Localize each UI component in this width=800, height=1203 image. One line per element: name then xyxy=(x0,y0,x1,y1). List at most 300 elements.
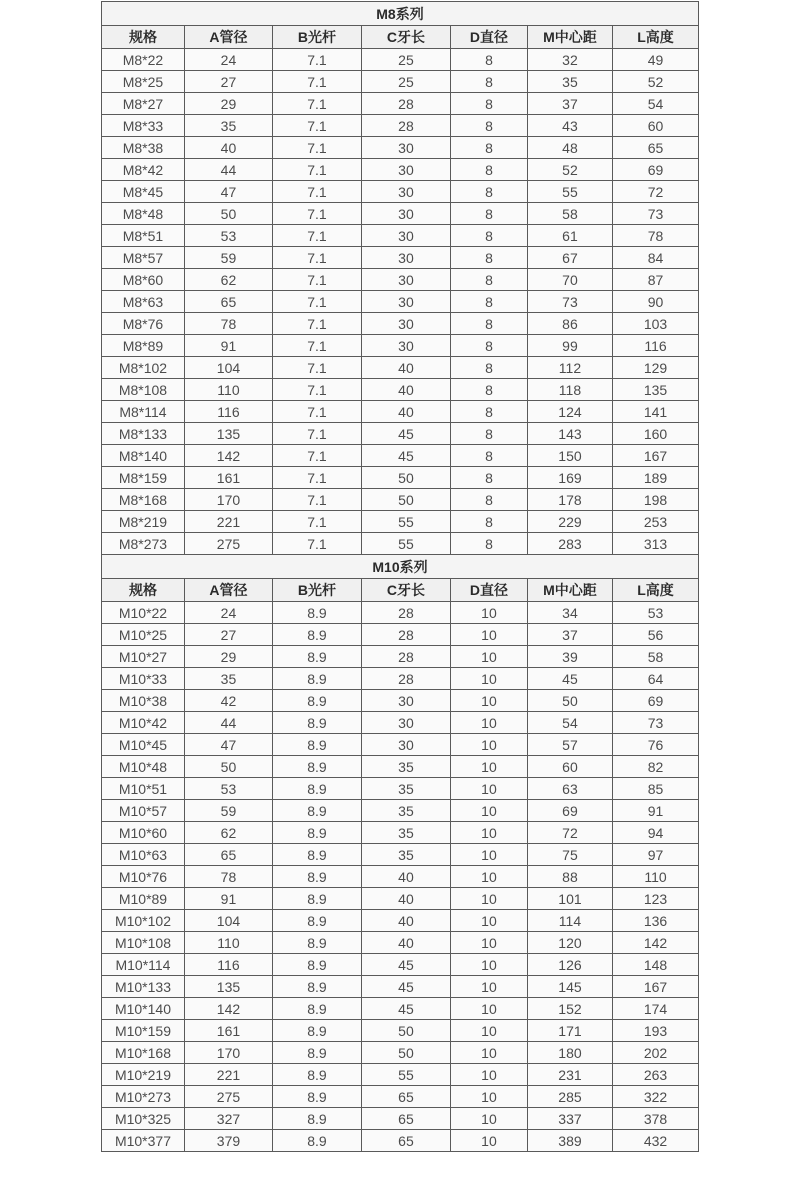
table-cell: 8 xyxy=(450,423,527,445)
table-cell: 94 xyxy=(612,822,698,844)
table-cell: 29 xyxy=(184,646,272,668)
table-cell: 10 xyxy=(450,932,527,954)
table-cell: M10*168 xyxy=(101,1042,184,1064)
table-cell: 150 xyxy=(527,445,612,467)
table-cell: 8 xyxy=(450,511,527,533)
table-cell: 99 xyxy=(527,335,612,357)
table-row xyxy=(101,225,698,247)
table-cell: 8.9 xyxy=(272,954,361,976)
table-cell: 167 xyxy=(612,445,698,467)
table-cell: M8*45 xyxy=(101,181,184,203)
table-cell: 160 xyxy=(612,423,698,445)
table-cell: 7.1 xyxy=(272,49,361,71)
table-cell: M10*22 xyxy=(101,602,184,624)
table-cell: 76 xyxy=(612,734,698,756)
table-cell: M8*60 xyxy=(101,269,184,291)
table-cell: 53 xyxy=(184,225,272,247)
table-cell: 40 xyxy=(361,379,450,401)
table-cell: 88 xyxy=(527,866,612,888)
column-header: B光杆 xyxy=(272,26,361,49)
table-cell: M8*22 xyxy=(101,49,184,71)
table-cell: 30 xyxy=(361,203,450,225)
table-cell: 50 xyxy=(527,690,612,712)
table-cell: 40 xyxy=(361,357,450,379)
table-cell: 8.9 xyxy=(272,800,361,822)
table-cell: 56 xyxy=(612,624,698,646)
table-cell: 40 xyxy=(361,932,450,954)
table-cell: 10 xyxy=(450,712,527,734)
table-cell: 50 xyxy=(184,756,272,778)
table-row xyxy=(101,203,698,225)
table-cell: 91 xyxy=(184,335,272,357)
table-cell: 7.1 xyxy=(272,445,361,467)
table-cell: 45 xyxy=(361,998,450,1020)
table-cell: 45 xyxy=(361,445,450,467)
table-cell: 275 xyxy=(184,1086,272,1108)
table-cell: 10 xyxy=(450,822,527,844)
table-cell: 8.9 xyxy=(272,1108,361,1130)
table-cell: 72 xyxy=(612,181,698,203)
table-cell: 7.1 xyxy=(272,93,361,115)
table-cell: 32 xyxy=(527,49,612,71)
table-row xyxy=(101,1086,698,1108)
table-cell: 63 xyxy=(527,778,612,800)
table-cell: 10 xyxy=(450,1130,527,1152)
table-cell: M8*57 xyxy=(101,247,184,269)
table-cell: 8.9 xyxy=(272,1130,361,1152)
table-cell: 202 xyxy=(612,1042,698,1064)
table-cell: 7.1 xyxy=(272,533,361,555)
table-cell: 86 xyxy=(527,313,612,335)
table-cell: 313 xyxy=(612,533,698,555)
table-cell: 8.9 xyxy=(272,778,361,800)
table-cell: 8.9 xyxy=(272,998,361,1020)
table-cell: 8 xyxy=(450,203,527,225)
table-cell: 180 xyxy=(527,1042,612,1064)
table-cell: 10 xyxy=(450,1086,527,1108)
table-cell: 40 xyxy=(361,401,450,423)
table-cell: 10 xyxy=(450,756,527,778)
table-cell: 8 xyxy=(450,269,527,291)
table-cell: 221 xyxy=(184,1064,272,1086)
table-row xyxy=(101,313,698,335)
table-cell: 35 xyxy=(184,668,272,690)
table-cell: 8 xyxy=(450,159,527,181)
table-cell: 62 xyxy=(184,822,272,844)
table-cell: 37 xyxy=(527,624,612,646)
table-cell: 10 xyxy=(450,734,527,756)
column-header: B光杆 xyxy=(272,579,361,602)
table-cell: 55 xyxy=(361,511,450,533)
table-cell: 8 xyxy=(450,313,527,335)
table-cell: 91 xyxy=(184,888,272,910)
table-row xyxy=(101,445,698,467)
table-row xyxy=(101,423,698,445)
table-cell: 8.9 xyxy=(272,602,361,624)
column-header: D直径 xyxy=(450,579,527,602)
table-row xyxy=(101,778,698,800)
table-cell: 143 xyxy=(527,423,612,445)
table-cell: 8 xyxy=(450,49,527,71)
section-title-row xyxy=(101,555,698,579)
table-row xyxy=(101,1108,698,1130)
table-cell: 7.1 xyxy=(272,225,361,247)
table-cell: 141 xyxy=(612,401,698,423)
table-cell: 10 xyxy=(450,690,527,712)
table-row xyxy=(101,624,698,646)
table-cell: 50 xyxy=(361,489,450,511)
table-cell: 193 xyxy=(612,1020,698,1042)
table-cell: 8.9 xyxy=(272,1086,361,1108)
table-cell: 8 xyxy=(450,357,527,379)
table-cell: 7.1 xyxy=(272,423,361,445)
table-cell: 35 xyxy=(361,822,450,844)
table-cell: 25 xyxy=(361,49,450,71)
table-cell: 8.9 xyxy=(272,690,361,712)
column-header: L高度 xyxy=(612,26,698,49)
table-cell: 263 xyxy=(612,1064,698,1086)
table-cell: 55 xyxy=(361,1064,450,1086)
table-cell: 142 xyxy=(184,445,272,467)
table-cell: 8 xyxy=(450,379,527,401)
table-cell: 73 xyxy=(612,203,698,225)
table-cell: 174 xyxy=(612,998,698,1020)
table-cell: 28 xyxy=(361,115,450,137)
table-cell: M10*273 xyxy=(101,1086,184,1108)
table-cell: 25 xyxy=(361,71,450,93)
table-cell: 8 xyxy=(450,401,527,423)
table-cell: M8*42 xyxy=(101,159,184,181)
table-cell: M8*114 xyxy=(101,401,184,423)
table-cell: 40 xyxy=(361,888,450,910)
table-cell: 8 xyxy=(450,115,527,137)
table-cell: M8*133 xyxy=(101,423,184,445)
table-cell: 7.1 xyxy=(272,467,361,489)
table-cell: 10 xyxy=(450,976,527,998)
table-cell: M10*48 xyxy=(101,756,184,778)
table-cell: M8*102 xyxy=(101,357,184,379)
table-cell: 30 xyxy=(361,335,450,357)
spec-table xyxy=(101,1,699,1152)
table-cell: 30 xyxy=(361,712,450,734)
table-cell: M10*159 xyxy=(101,1020,184,1042)
table-cell: 10 xyxy=(450,844,527,866)
table-cell: 178 xyxy=(527,489,612,511)
table-cell: 10 xyxy=(450,866,527,888)
table-cell: 59 xyxy=(184,247,272,269)
column-header-row xyxy=(101,579,698,602)
table-row xyxy=(101,690,698,712)
table-cell: M10*114 xyxy=(101,954,184,976)
table-cell: 69 xyxy=(527,800,612,822)
table-cell: M8*48 xyxy=(101,203,184,225)
table-cell: 124 xyxy=(527,401,612,423)
table-cell: M10*45 xyxy=(101,734,184,756)
table-cell: 8 xyxy=(450,335,527,357)
table-cell: 52 xyxy=(612,71,698,93)
table-cell: 8 xyxy=(450,71,527,93)
table-row xyxy=(101,602,698,624)
table-row xyxy=(101,646,698,668)
table-cell: 8 xyxy=(450,137,527,159)
table-cell: 148 xyxy=(612,954,698,976)
table-cell: 7.1 xyxy=(272,357,361,379)
table-cell: 50 xyxy=(361,1020,450,1042)
table-row xyxy=(101,489,698,511)
table-row xyxy=(101,357,698,379)
table-cell: 170 xyxy=(184,489,272,511)
table-cell: 152 xyxy=(527,998,612,1020)
table-row xyxy=(101,888,698,910)
table-cell: 44 xyxy=(184,712,272,734)
table-cell: 169 xyxy=(527,467,612,489)
table-row xyxy=(101,247,698,269)
table-row xyxy=(101,844,698,866)
table-cell: 104 xyxy=(184,357,272,379)
table-cell: 337 xyxy=(527,1108,612,1130)
table-cell: M8*51 xyxy=(101,225,184,247)
table-row xyxy=(101,734,698,756)
table-cell: 8.9 xyxy=(272,668,361,690)
table-cell: 30 xyxy=(361,247,450,269)
table-cell: M10*42 xyxy=(101,712,184,734)
table-cell: 45 xyxy=(361,423,450,445)
table-cell: 30 xyxy=(361,313,450,335)
table-cell: 28 xyxy=(361,646,450,668)
table-cell: 28 xyxy=(361,624,450,646)
table-cell: 198 xyxy=(612,489,698,511)
table-cell: 30 xyxy=(361,137,450,159)
table-cell: M8*89 xyxy=(101,335,184,357)
table-cell: 10 xyxy=(450,1020,527,1042)
table-cell: 10 xyxy=(450,1108,527,1130)
table-cell: 87 xyxy=(612,269,698,291)
table-cell: 135 xyxy=(184,976,272,998)
table-cell: 65 xyxy=(184,844,272,866)
table-cell: 171 xyxy=(527,1020,612,1042)
table-cell: 35 xyxy=(361,844,450,866)
table-row xyxy=(101,668,698,690)
table-cell: 7.1 xyxy=(272,159,361,181)
table-cell: 35 xyxy=(361,756,450,778)
table-cell: 8.9 xyxy=(272,646,361,668)
table-row xyxy=(101,800,698,822)
table-cell: 7.1 xyxy=(272,335,361,357)
table-cell: 10 xyxy=(450,954,527,976)
table-cell: 72 xyxy=(527,822,612,844)
table-row xyxy=(101,467,698,489)
table-cell: 28 xyxy=(361,668,450,690)
table-cell: 40 xyxy=(361,866,450,888)
table-cell: 30 xyxy=(361,269,450,291)
table-cell: 114 xyxy=(527,910,612,932)
table-cell: 30 xyxy=(361,159,450,181)
table-cell: 54 xyxy=(612,93,698,115)
table-row xyxy=(101,822,698,844)
table-row xyxy=(101,1130,698,1152)
column-header: D直径 xyxy=(450,26,527,49)
table-cell: 43 xyxy=(527,115,612,137)
table-cell: 379 xyxy=(184,1130,272,1152)
table-cell: 42 xyxy=(184,690,272,712)
table-cell: 24 xyxy=(184,602,272,624)
table-cell: 118 xyxy=(527,379,612,401)
table-cell: 7.1 xyxy=(272,71,361,93)
table-cell: 73 xyxy=(527,291,612,313)
table-cell: 8.9 xyxy=(272,976,361,998)
table-cell: 8 xyxy=(450,247,527,269)
table-cell: M10*60 xyxy=(101,822,184,844)
table-cell: 145 xyxy=(527,976,612,998)
table-cell: 8.9 xyxy=(272,756,361,778)
table-cell: 123 xyxy=(612,888,698,910)
table-cell: 69 xyxy=(612,690,698,712)
table-cell: 52 xyxy=(527,159,612,181)
table-cell: 30 xyxy=(361,734,450,756)
column-header: 规格 xyxy=(101,579,184,602)
table-cell: 10 xyxy=(450,910,527,932)
table-cell: 30 xyxy=(361,291,450,313)
table-cell: 58 xyxy=(612,646,698,668)
table-cell: 10 xyxy=(450,998,527,1020)
table-cell: 8.9 xyxy=(272,844,361,866)
table-cell: 85 xyxy=(612,778,698,800)
table-cell: 432 xyxy=(612,1130,698,1152)
table-cell: 97 xyxy=(612,844,698,866)
table-cell: M8*33 xyxy=(101,115,184,137)
table-cell: 70 xyxy=(527,269,612,291)
table-row xyxy=(101,976,698,998)
table-cell: 40 xyxy=(184,137,272,159)
table-cell: 8.9 xyxy=(272,822,361,844)
column-header: A管径 xyxy=(184,26,272,49)
table-row xyxy=(101,401,698,423)
table-cell: 39 xyxy=(527,646,612,668)
table-cell: 8.9 xyxy=(272,888,361,910)
table-row xyxy=(101,1064,698,1086)
table-row xyxy=(101,533,698,555)
table-cell: 65 xyxy=(361,1108,450,1130)
table-cell: 35 xyxy=(184,115,272,137)
table-cell: 8 xyxy=(450,181,527,203)
table-row xyxy=(101,756,698,778)
table-cell: 59 xyxy=(184,800,272,822)
table-cell: 116 xyxy=(184,954,272,976)
table-cell: 61 xyxy=(527,225,612,247)
table-cell: 7.1 xyxy=(272,203,361,225)
table-cell: 55 xyxy=(361,533,450,555)
table-cell: M10*102 xyxy=(101,910,184,932)
table-cell: 7.1 xyxy=(272,115,361,137)
table-cell: 47 xyxy=(184,181,272,203)
table-cell: 67 xyxy=(527,247,612,269)
table-cell: 30 xyxy=(361,181,450,203)
table-cell: 275 xyxy=(184,533,272,555)
table-cell: M10*25 xyxy=(101,624,184,646)
table-cell: 53 xyxy=(184,778,272,800)
column-header: L高度 xyxy=(612,579,698,602)
table-cell: 8.9 xyxy=(272,624,361,646)
table-cell: 82 xyxy=(612,756,698,778)
table-cell: 65 xyxy=(612,137,698,159)
table-cell: 65 xyxy=(361,1130,450,1152)
table-cell: 8 xyxy=(450,225,527,247)
table-cell: 24 xyxy=(184,49,272,71)
table-cell: 378 xyxy=(612,1108,698,1130)
table-cell: M10*377 xyxy=(101,1130,184,1152)
table-cell: 8.9 xyxy=(272,866,361,888)
table-cell: M10*89 xyxy=(101,888,184,910)
table-cell: 126 xyxy=(527,954,612,976)
table-cell: 10 xyxy=(450,668,527,690)
table-cell: M10*51 xyxy=(101,778,184,800)
table-cell: 129 xyxy=(612,357,698,379)
table-cell: 8.9 xyxy=(272,910,361,932)
table-cell: 110 xyxy=(184,932,272,954)
table-cell: 45 xyxy=(361,976,450,998)
table-cell: 35 xyxy=(361,800,450,822)
table-row xyxy=(101,932,698,954)
table-cell: 7.1 xyxy=(272,137,361,159)
table-cell: 50 xyxy=(361,1042,450,1064)
table-cell: 90 xyxy=(612,291,698,313)
table-row xyxy=(101,49,698,71)
table-cell: 47 xyxy=(184,734,272,756)
table-cell: 104 xyxy=(184,910,272,932)
table-cell: 8 xyxy=(450,533,527,555)
table-cell: 136 xyxy=(612,910,698,932)
table-cell: 7.1 xyxy=(272,269,361,291)
table-cell: 75 xyxy=(527,844,612,866)
table-row xyxy=(101,954,698,976)
table-cell: M10*27 xyxy=(101,646,184,668)
table-cell: M10*38 xyxy=(101,690,184,712)
table-cell: 8.9 xyxy=(272,712,361,734)
table-cell: M8*108 xyxy=(101,379,184,401)
table-cell: 10 xyxy=(450,602,527,624)
table-cell: M10*76 xyxy=(101,866,184,888)
table-row xyxy=(101,335,698,357)
table-row xyxy=(101,269,698,291)
table-cell: 8 xyxy=(450,291,527,313)
table-cell: 60 xyxy=(612,115,698,137)
table-cell: M8*76 xyxy=(101,313,184,335)
table-cell: 8 xyxy=(450,93,527,115)
table-row xyxy=(101,511,698,533)
table-cell: M10*63 xyxy=(101,844,184,866)
table-cell: M8*159 xyxy=(101,467,184,489)
table-cell: M8*27 xyxy=(101,93,184,115)
table-cell: 7.1 xyxy=(272,181,361,203)
table-cell: 120 xyxy=(527,932,612,954)
table-row xyxy=(101,291,698,313)
table-cell: M10*219 xyxy=(101,1064,184,1086)
table-cell: 161 xyxy=(184,467,272,489)
table-cell: 116 xyxy=(184,401,272,423)
table-cell: 65 xyxy=(184,291,272,313)
table-cell: 10 xyxy=(450,888,527,910)
table-cell: 45 xyxy=(361,954,450,976)
table-cell: 30 xyxy=(361,690,450,712)
table-cell: 112 xyxy=(527,357,612,379)
table-row xyxy=(101,379,698,401)
table-row xyxy=(101,93,698,115)
table-cell: 29 xyxy=(184,93,272,115)
table-cell: 10 xyxy=(450,1042,527,1064)
table-cell: 10 xyxy=(450,624,527,646)
table-cell: 322 xyxy=(612,1086,698,1108)
table-cell: 65 xyxy=(361,1086,450,1108)
